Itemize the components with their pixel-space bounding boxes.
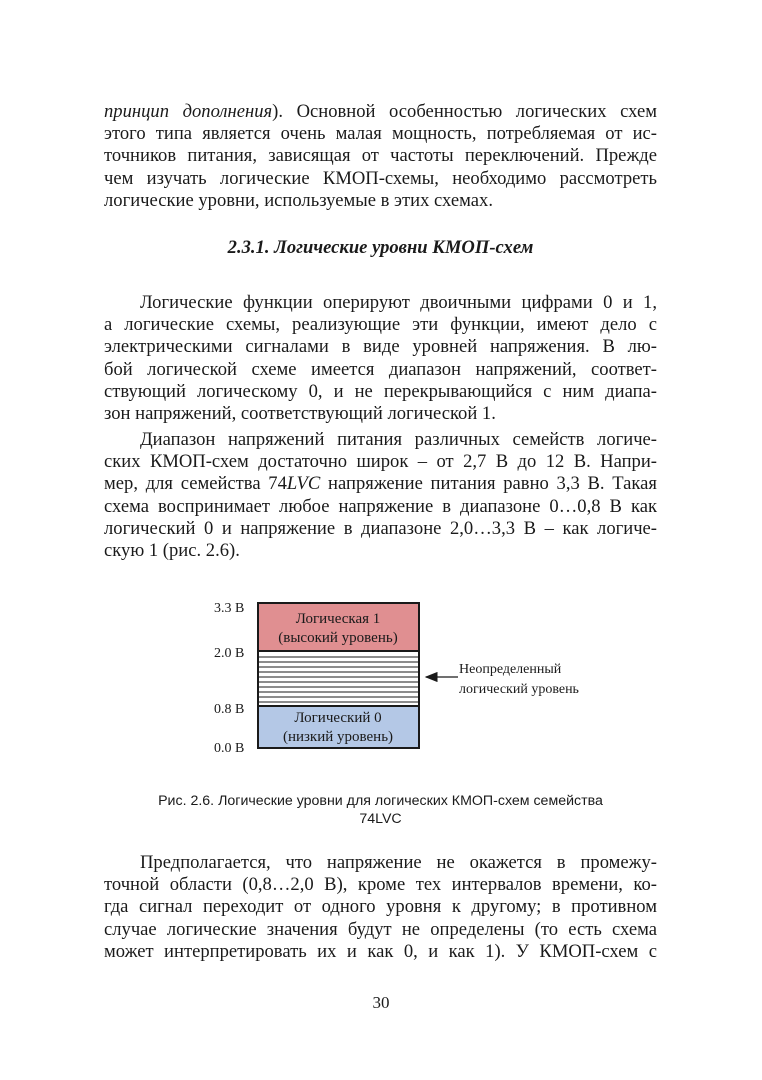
text-line: точной области (0,8…2,0 В), кроме тех интервалов времени, ко- <box>104 874 657 896</box>
page-number: 30 <box>372 993 390 1012</box>
text-line: может интерпретировать их и как 0, и как 1). У КМОП-схем с <box>104 940 657 962</box>
text-line: чем изучать логические КМОП-схемы, необходимо рассмотреть <box>104 167 657 189</box>
text-line: этого типа является очень малая мощность, потребляемая от ис- <box>104 123 657 145</box>
italic-family-name: LVC <box>286 473 321 495</box>
section-heading: 2.3.1. Логические уровни КМОП-схем <box>227 237 534 258</box>
text-line: логический 0 и напряжение в диапазоне 2,0…3,3 В – как логиче- <box>104 517 657 539</box>
text-line: электрическими сигналами в виде уровней напряжения. В лю- <box>104 336 657 358</box>
undefined-label-line2: логический уровень <box>459 682 579 697</box>
text-line: зон напряжений, соответствующий логической 1. <box>104 403 496 425</box>
undefined-label-line1: Неопределенный <box>459 662 562 677</box>
logic-1-subtitle: (высокий уровень) <box>278 630 398 646</box>
logic-0-subtitle: (низкий уровень) <box>282 729 394 745</box>
text-line: логические уровни, используемые в этих схемах. <box>104 189 493 211</box>
paragraph-3 <box>104 852 657 963</box>
text-line: принцип дополнения). Основной особенностью логических схем <box>104 101 657 122</box>
text-line: Диапазон напряжений питания различных семейств логиче- <box>140 429 657 450</box>
undefined-region <box>258 651 419 706</box>
text-line: бой логической схеме имеется диапазон напряжений, соответ- <box>104 358 657 380</box>
text-line: точников питания, зависящая от частоты переключений. Прежде <box>104 145 657 167</box>
text-line: скую 1 (рис. 2.6). <box>104 540 240 562</box>
text-line: случае логические значения будут не определены (то есть схема <box>104 918 657 940</box>
text-line: а логические схемы, реализующие эти функции, имеют дело с <box>104 314 657 336</box>
logic-1-title: Логическая 1 <box>295 611 381 627</box>
text-line: Предполагается, что напряжение не окажется в промежу- <box>140 852 657 873</box>
figure-caption: Рис. 2.6. Логические уровни для логических КМОП-схем семейства 74LVC <box>158 793 603 827</box>
text-line: схема воспринимает любое напряжение в диапазоне 0…0,8 В как <box>104 495 657 517</box>
text-line: мер, для семейства 74LVC напряжение питания равно 3,3 В. Такая <box>104 473 657 495</box>
logic-0-title: Логический 0 <box>294 710 382 726</box>
text-line: гда сигнал переходит от одного уровня к другому; в противном <box>104 896 657 918</box>
label-2v0: 2.0 В <box>214 646 245 661</box>
label-0v0: 0.0 В <box>214 741 245 756</box>
text-line: Логические функции оперируют двоичными цифрами 0 и 1, <box>140 292 657 313</box>
italic-term: принцип дополнения <box>104 101 273 122</box>
label-0v8: 0.8 В <box>214 702 245 717</box>
text-line: ствующий логическому 0, и не перекрывающийся с ним диапа- <box>104 380 657 402</box>
text-line: ских КМОП-схем достаточно широк – от 2,7 В до 12 В. Напри- <box>104 451 657 473</box>
label-3v3: 3.3 В <box>214 601 245 616</box>
